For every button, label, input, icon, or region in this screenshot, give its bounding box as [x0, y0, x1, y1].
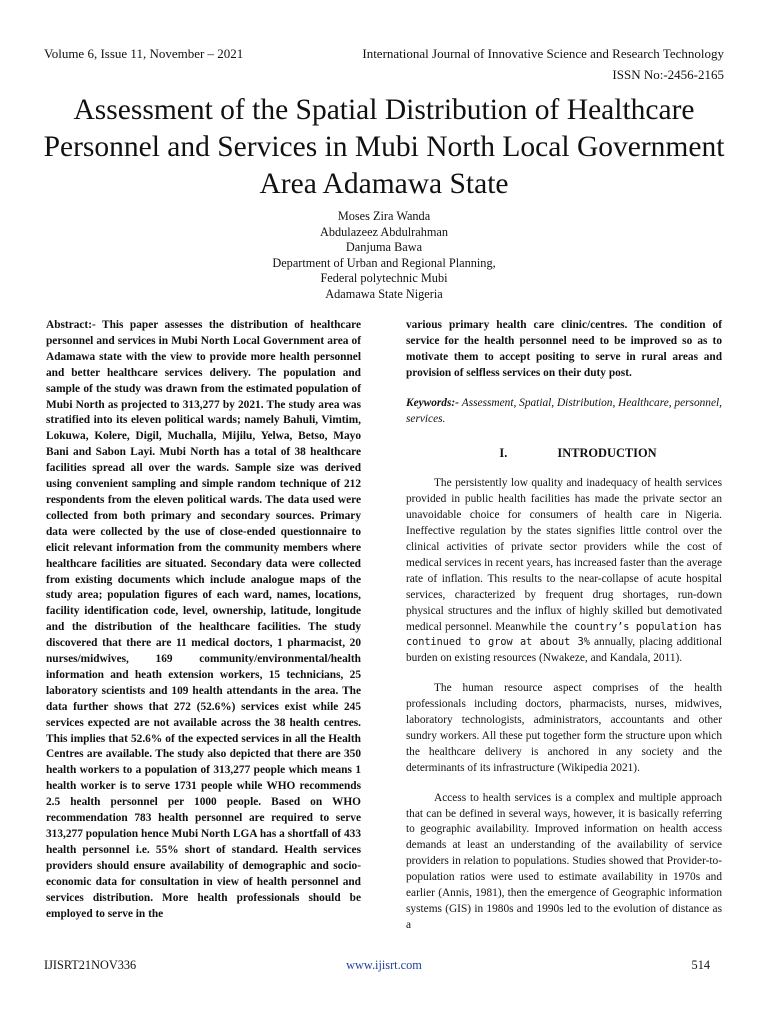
abstract-text: Abstract:- This paper assesses the distribution of healthcare personnel and services in Mubi North Local Government area of Adamawa state with the view to provide more health personnel and better healthcare services delivery. The population and sample of the study was drawn from the estimated population of Mubi North as projected to 313,277 by 2021. The study area was stratified into its eleven political wards; namely Bahuli, Vimtim, Lokuwa, Kolere, Digil, Muchalla, Mijilu, Yelwa, Betso, Mayo Bani and Sabon Layi. Mubi North has a total of 38 healthcare facilities spread all over the wards. Sample size was derived using convenient sampling and simple random technique of 212 respondents from the eleven political wards. The data used were collected from both primary and secondary sources. Primary data were collected by the use of close-ended questionnaire to elicit relevant information from the community members where healthcare facilities are situated. Secondary data were collected from existing documents which include analogue maps of the study area; population figures of each ward, names, locations, facility identification code, level, ownership, latitude, longitude and the distribution of the healthcare facilities. The study discovered that there are 11 medical doctors, 1 pharmacist, 20 nurses/midwives, 169 community/environmental/health information and heath extension workers, 15 technicians, 25 laboratory scientists and 109 health attendants in the area. The data further shows that 272 (52.6%) services exist while 245 services expected are not available across the 38 health centres. This implies that 52.6% of the expected services in all the Health Centres are available. The study also depicted that there are 350 health workers to a population of 313,277 people which means 1 health worker is to serve 1731 people while WHO recommends 2.5 health personnel per 1000 people. Based on WHO recommendation 783 health personnel are required to serve 313,277 population hence Mubi North LGA has a shortfall of 433 health personnel i.e. 55% short of standard. Health services providers should ensure availability of demographic and socio-economic data for consultation in view of health personnel and services distribution. More health professionals should be employed to serve in the	[46, 319, 361, 920]
intro-paragraph-3: Access to health services is a complex and multiple approach that can be defined in several ways, however, it is basically referring to geographic availability. Improved information on health access demands at least an understanding of the availability of service providers in relation to populations. Studies showed that Provider-to-population ratios were used to estimate availability in 1970s and earlier (Annis, 1981), then the emergence of Geographic information systems (GIS) in 1980s and 1990s led to the evolution of distance as a	[406, 791, 722, 931]
paragraph-text: The persistently low quality and inadequacy of health services provided in public health facilities has made the private sector an unavoidable choice for consumers of health care in Nigeria. Ineffective regulation by the states signifies little control over the clinical activities of private sector providers while the cost of medical services in recent years, has increased faster than the average rate of inflation. This results to the near-collapse of acute hospital services, characterized by frequent drug shortages, run-down physical structures and the influx of highly skilled but demotivated medical personnel. Meanwhile	[406, 477, 722, 633]
right-column	[406, 318, 722, 934]
author-name: Moses Zira Wanda	[337, 209, 431, 223]
keywords-text: Assessment, Spatial, Distribution, Healthcare, personnel, services.	[406, 396, 722, 425]
author-department: Department of Urban and Regional Planning,	[272, 255, 496, 270]
author-location: Adamawa State Nigeria	[325, 286, 443, 301]
paragraph-text-mono: the country’s population has continued to grow at about 3%	[406, 621, 722, 649]
abstract-continuation: various primary health care clinic/centres. The condition of service for the health personnel need to be improved so as to motivate them to accept positing to serve in rural areas and provision of selfless services on their duty post.	[406, 319, 722, 379]
page-number: 514	[691, 958, 710, 972]
section-title: INTRODUCTION	[557, 446, 657, 461]
author-name: Danjuma Bawa	[345, 240, 423, 254]
author-name: Abdulazeez Abdulrahman	[319, 224, 449, 239]
intro-paragraph-2: The human resource aspect comprises of the health professionals including doctors, pharmacists, nurses, midwives, laboratory technologists, administrators, accountants and other sundry workers. All these put together form the structure upon which the healthcare delivery is anchored in any society and the determinants of its infrastructure (Wikipedia 2021).	[406, 682, 722, 774]
keywords	[406, 396, 722, 428]
paragraph-text: annually, placing additional burden on existing resources (Nwakeze, and Kandala, 2011).	[406, 636, 722, 665]
section-heading	[406, 446, 722, 462]
author-block	[40, 209, 728, 302]
website-link[interactable]: www.ijisrt.com	[346, 958, 422, 972]
paper-title: Assessment of the Spatial Distribution of Healthcare Personnel and Services in Mubi North Local Government Area Adamawa State	[43, 94, 725, 200]
volume-issue: Volume 6, Issue 11, November – 2021	[44, 46, 244, 61]
section-number: I.	[499, 446, 508, 461]
author-institution: Federal polytechnic Mubi	[320, 271, 448, 285]
keywords-label: Keywords:-	[406, 396, 459, 409]
journal-name: International Journal of Innovative Science and Research Technology	[362, 46, 724, 61]
issn-number: ISSN No:-2456-2165	[612, 67, 724, 82]
left-column	[46, 318, 361, 922]
intro-paragraph-1	[406, 476, 722, 667]
paper-code: IJISRT21NOV336	[44, 958, 137, 972]
